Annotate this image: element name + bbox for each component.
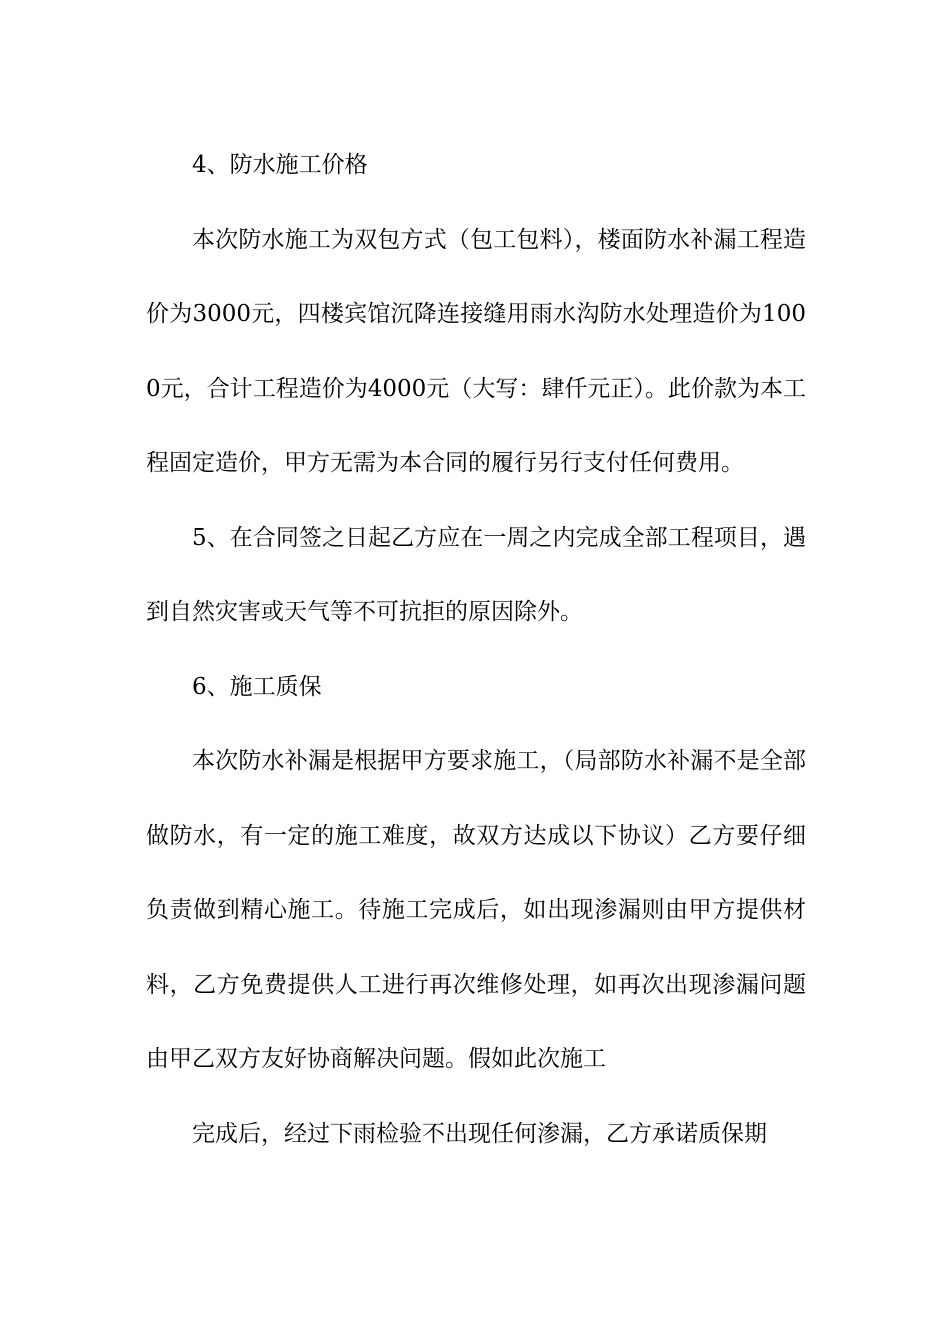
paragraph-schedule: 5、在合同签之日起乙方应在一周之内完成全部工程项目，遇到自然灾害或天气等不可抗拒的原因除外。	[146, 524, 806, 625]
paragraph-warranty-continued: 完成后，经过下雨检验不出现任何渗漏，乙方承诺质保期	[192, 1120, 767, 1147]
paragraph-warranty-details: 本次防水补漏是根据甲方要求施工，（局部防水补漏不是全部做防水，有一定的施工难度，故双方达成以下协议）乙方要仔细负责做到精心施工。待施工完成后，如出现渗漏则由甲方提供材料，乙方免费提供人工进行再次维修处理，如再次出现渗漏问题由甲乙双方友好协商解决问题。假如此次施工	[146, 748, 806, 1072]
paragraph-price-details: 本次防水施工为双包方式（包工包料），楼面防水补漏工程造价为3000元，四楼宾馆沉降连接缝用雨水沟防水处理造价为1000元，合计工程造价为4000元（大写：肆仟元正）。此价款为本工程固定造价，甲方无需为本合同的履行另行支付任何费用。	[146, 226, 806, 476]
document-body	[146, 128, 806, 1171]
section-heading-price: 4、防水施工价格	[192, 152, 368, 178]
section-heading-warranty: 6、施工质保	[192, 673, 322, 700]
